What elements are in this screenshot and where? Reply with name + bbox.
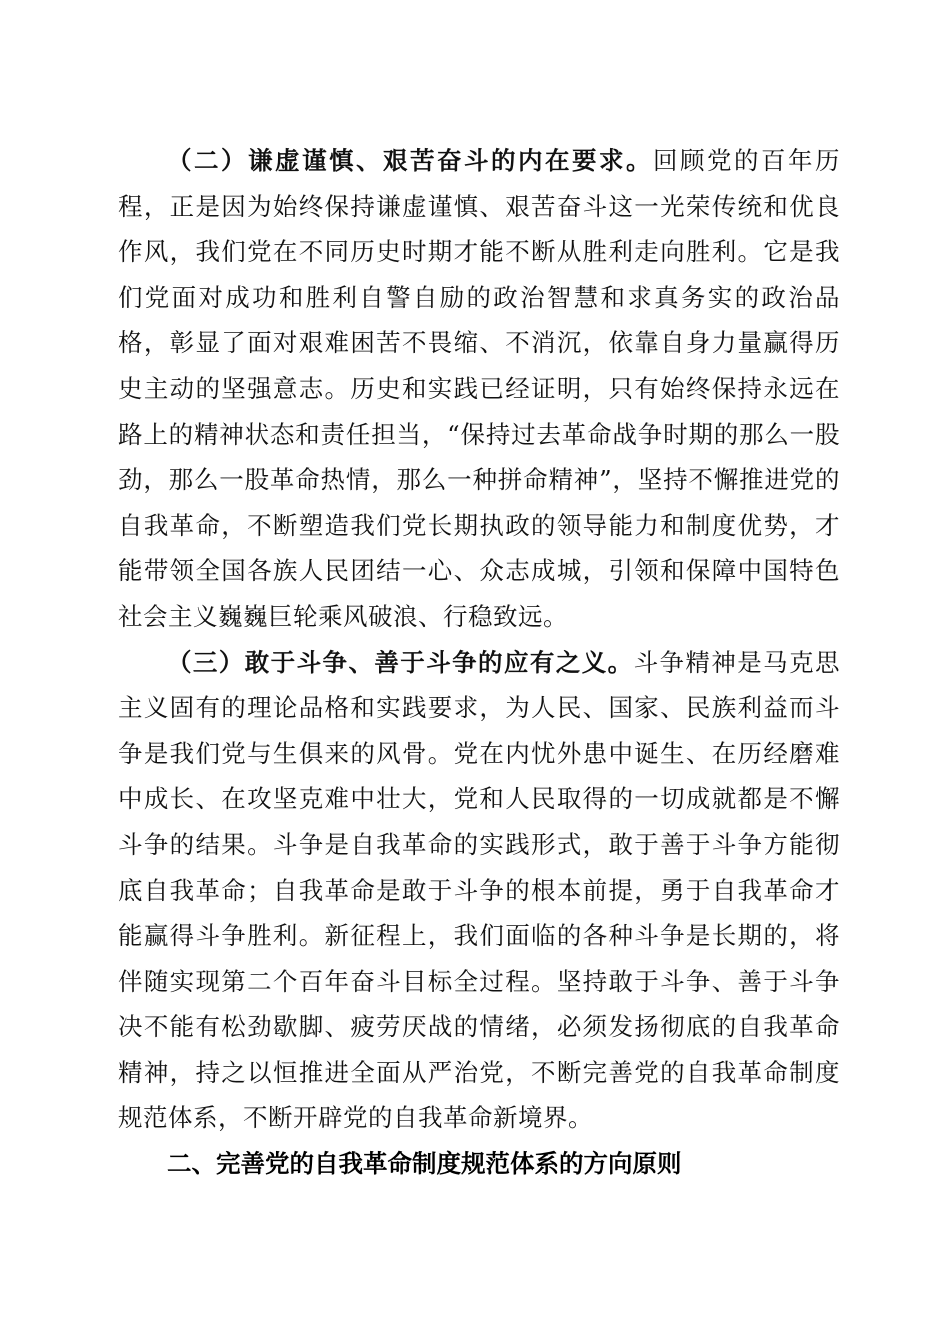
paragraph-lead: （二）谦虚谨慎、艰苦奋斗的内在要求。 xyxy=(167,146,653,175)
paragraph-body: 斗争精神是马克思主义固有的理论品格和实践要求，为人民、国家、民族利益而斗争是我们党与生俱来的风骨。党在内忧外患中诞生、在历经磨难中成长、在攻坚克难中壮大，党和人民取得的一切成就都是不懈斗争的结果。斗争是自我革命的实践形式，敢于善于斗争方能彻底自我革命；自我革命是敢于斗争的根本前提，勇于自我革命才能赢得斗争胜利。新征程上，我们面临的各种斗争是长期的，将伴随实现第二个百年奋斗目标全过程。坚持敢于斗争、善于斗争决不能有松劲歇脚、疲劳厌战的情绪，必须发扬彻底的自我革命精神，持之以恒推进全面从严治党，不断完善党的自我革命制度规范体系，不断开辟党的自我革命新境界。 xyxy=(118,647,841,1133)
paragraph-body: 回顾党的百年历程，正是因为始终保持谦虚谨慎、艰苦奋斗这一光荣传统和优良作风，我们党在不同历史时期才能不断从胜利走向胜利。它是我们党面对成功和胜利自警自励的政治智慧和求真务实的政治品格，彰显了面对艰难困苦不畏缩、不消沉，依靠自身力量赢得历史主动的坚强意志。历史和实践已经证明，只有始终保持永远在路上的精神状态和责任担当，“保持过去革命战争时期的那么一股劲，那么一股革命热情，那么一种拼命精神”，坚持不懈推进党的自我革命，不断塑造我们党长期执政的领导能力和制度优势，才能带领全国各族人民团结一心、众志成城，引领和保障中国特色社会主义巍巍巨轮乘风破浪、行稳致远。 xyxy=(118,146,840,631)
section-heading: 二、完善党的自我革命制度规范体系的方向原则 xyxy=(167,1149,682,1179)
paragraph-lead: （三）敢于斗争、善于斗争的应有之义。 xyxy=(167,647,634,677)
paragraph-struggle xyxy=(118,640,840,1142)
document-page xyxy=(118,138,840,1187)
paragraph-humility xyxy=(118,138,840,640)
